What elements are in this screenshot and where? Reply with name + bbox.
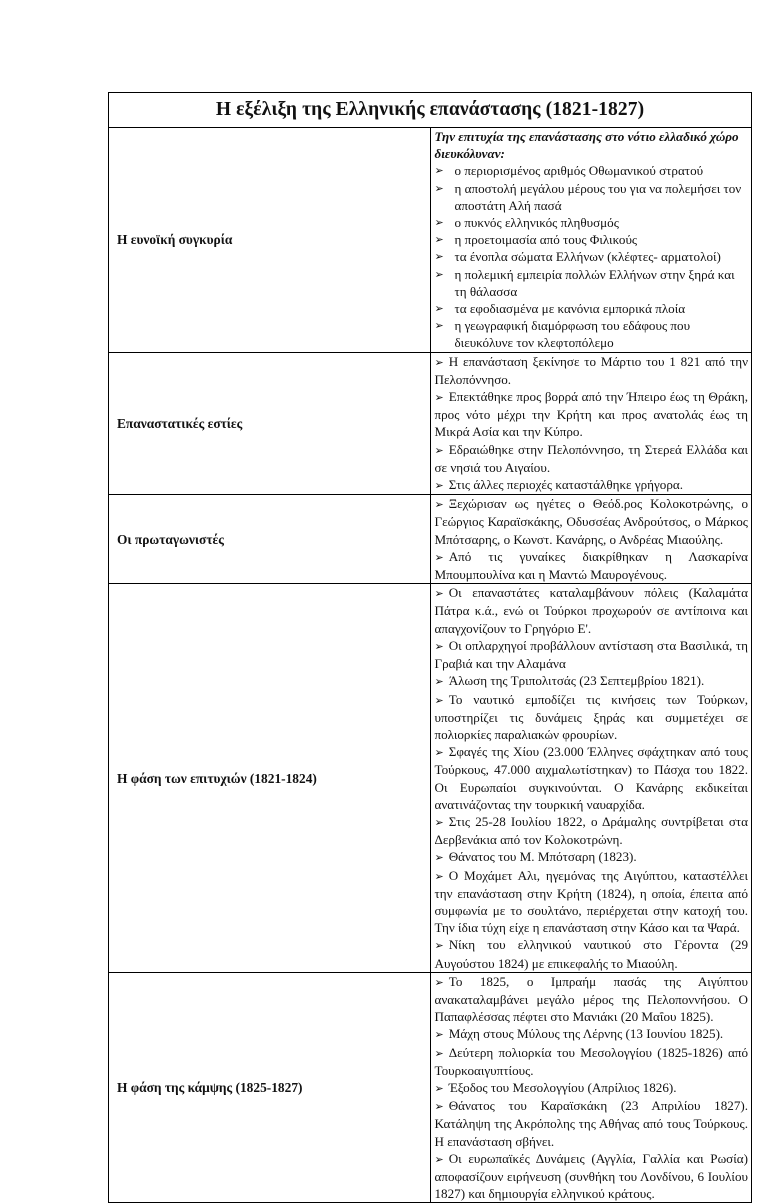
- paragraph-text: Η επανάσταση ξεκίνησε το Μάρτιο του 1 821 από την Πελοπόννησο.: [434, 353, 748, 387]
- paragraph-item: [435, 584, 749, 637]
- paragraph-item: [435, 813, 749, 848]
- paragraph-item: [435, 388, 749, 441]
- paragraph-text: Ξεχώρισαν ως ηγέτες ο Θεόδ.ρος Κολοκοτρώνης, ο Γεώργιος Καραϊσκάκης, Οδυσσέας Ανδρούτσος, ο Μάρκος Μπότσαρης, ο Κωνστ. Κανάρης, ο Ανδρέας Μιαούλης.: [434, 496, 748, 547]
- arrow-bullet-icon: ➢: [434, 939, 444, 953]
- paragraph-item: [435, 936, 749, 971]
- arrow-bullet-icon: ➢: [434, 1152, 444, 1166]
- paragraph-text: Το 1825, ο Ιμπραήμ πασάς της Αιγύπτου ανακαταλαμβάνει μεγάλο μέρος της Πελοποννήσου. Ο Παπαφλέσσας πέφτει στο Μανιάκι (20 Μαΐου 1825).: [434, 973, 748, 1025]
- paragraph-text: Άλωση της Τριπολιτσάς (23 Σεπτεμβρίου 1821).: [448, 673, 705, 689]
- paragraph-item: [435, 1025, 749, 1043]
- arrow-bullet-icon: ➢: [434, 233, 444, 247]
- table-row-phase-of-successes: [109, 584, 752, 972]
- arrow-bullet-icon: ➢: [434, 639, 444, 653]
- arrow-bullet-icon: ➢: [434, 267, 444, 281]
- table-row-phase-of-decline: [109, 972, 752, 1203]
- list-item-text: η γεωγραφική διαμόρφωση του εδάφους που διευκόλυνε τον κλεφτοπόλεμο: [454, 318, 691, 351]
- table-row-protagonists: [109, 495, 752, 584]
- arrow-bullet-icon: ➢: [434, 975, 444, 989]
- paragraph-text: Οι οπλαρχηγοί προβάλλουν αντίσταση στα Βασιλικά, τη Γραβιά και την Αλαμάνα: [434, 637, 748, 672]
- paragraph-item: [435, 637, 749, 672]
- arrow-bullet-icon: ➢: [434, 1100, 444, 1114]
- list-item-text: η προετοιμασία από τους Φιλικούς: [454, 232, 638, 248]
- list-item: [435, 162, 749, 179]
- paragraph-text: Οι ευρωπαϊκές Δυνάμεις (Αγγλία, Γαλλία και Ρωσία) αποφασίζουν ειρήνευση (συνθήκη του Λονδίνου, 6 Ιουλίου 1827) και δημιουργία ελληνικού κράτους.: [434, 1150, 748, 1202]
- arrow-bullet-icon: ➢: [434, 1028, 444, 1042]
- title-row: [109, 93, 752, 128]
- row-content: [430, 128, 752, 353]
- list-item-text: η πολεμική εμπειρία πολλών Ελλήνων στην ξηρά και τη θάλασσα: [454, 266, 735, 299]
- table-row-favorable-conditions: [109, 128, 752, 353]
- list-item: [435, 180, 749, 214]
- list-item: [435, 266, 749, 300]
- row-content: [430, 495, 752, 584]
- paragraph-item: [435, 1097, 749, 1150]
- list-item: [435, 231, 749, 248]
- arrow-bullet-icon: ➢: [434, 693, 444, 707]
- paragraph-text: Στις 25-28 Ιουλίου 1822, ο Δράμαλης συντρίβεται στα Δερβενάκια από τον Κολοκοτρώνη.: [434, 813, 748, 848]
- arrow-bullet-icon: ➢: [434, 216, 444, 230]
- paragraph-text: Το ναυτικό εμποδίζει τις κινήσεις των Τούρκων, υποστηρίζει τις δυνάμεις ξηράς και συμμετέχει σε πολιορκίες παραλιακών φρουρίων.: [434, 691, 748, 742]
- paragraph-text: Δεύτερη πολιορκία του Μεσολογγίου (1825-1826) από Τουρκοαιγυπτίους.: [434, 1044, 748, 1078]
- arrow-bullet-icon: ➢: [434, 391, 444, 405]
- row-content: [430, 972, 752, 1203]
- arrow-bullet-icon: ➢: [434, 164, 444, 178]
- list-item-text: τα εφοδιασμένα με κανόνια εμπορικά πλοία: [454, 301, 686, 317]
- arrow-bullet-icon: ➢: [434, 587, 444, 601]
- arrow-bullet-icon: ➢: [434, 498, 444, 512]
- table-row-revolutionary-centers: [109, 352, 752, 495]
- arrow-bullet-icon: ➢: [434, 675, 444, 689]
- arrow-bullet-icon: ➢: [434, 1046, 444, 1060]
- arrow-bullet-icon: ➢: [434, 319, 444, 333]
- row-content: [430, 352, 752, 495]
- row-intro: Την επιτυχία της επανάστασης στο νότιο ελλαδικό χώρο διευκόλυναν:: [434, 129, 739, 162]
- paragraph-item: [435, 548, 749, 583]
- paragraph-item: [435, 476, 749, 494]
- paragraph-text: Θάνατος του Μ. Μπότσαρη (1823).: [448, 849, 637, 865]
- paragraph-item: [435, 743, 749, 813]
- paragraph-text: Στις άλλες περιοχές καταστάλθηκε γρήγορα.: [448, 477, 683, 493]
- list-item: [435, 317, 749, 351]
- list-item-text: η αποστολή μεγάλου μέρους του για να πολεμήσει τον αποστάτη Αλή πασά: [454, 180, 742, 213]
- revolution-table: [108, 92, 752, 1203]
- arrow-bullet-icon: ➢: [434, 250, 444, 264]
- paragraph-item: [435, 848, 749, 866]
- arrow-bullet-icon: ➢: [434, 181, 444, 195]
- paragraph-item: [435, 441, 749, 476]
- arrow-bullet-icon: ➢: [434, 1081, 444, 1095]
- row-label: Η φάση της κάμψης (1825-1827): [109, 972, 431, 1203]
- arrow-bullet-icon: ➢: [434, 815, 444, 829]
- paragraph-text: Έξοδος του Μεσολογγίου (Απρίλιος 1826).: [448, 1079, 677, 1095]
- paragraph-text: Επεκτάθηκε προς βορρά από την Ήπειρο έως τη Θράκη, προς νότο μέχρι την Κρήτη και προς ανατολάς έως τη Μικρά Ασία και την Κύπρο.: [434, 389, 748, 440]
- paragraph-text: Από τις γυναίκες διακρίθηκαν η Λασκαρίνα Μπουμπουλίνα και η Μαντώ Μαυρογένους.: [434, 548, 748, 583]
- row-label: Η ευνοϊκή συγκυρία: [109, 128, 431, 353]
- paragraph-text: Ο Μοχάμετ Αλι, ηγεμόνας της Αιγύπτου, καταστέλλει την επανάσταση στην Κρήτη (1824), η οποία, έπειτα από συμφωνία με το σουλτάνο, περιέρχεται στην κατοχή του. Την ίδια τύχη είχε η επανάσταση στην Κάσο και τα Ψαρά.: [434, 867, 748, 936]
- paragraph-item: [435, 672, 749, 690]
- table-title: Η εξέλιξη της Ελληνικής επανάστασης (1821-1827): [109, 93, 752, 128]
- arrow-bullet-icon: ➢: [434, 479, 444, 493]
- arrow-bullet-icon: ➢: [434, 550, 444, 564]
- arrow-bullet-icon: ➢: [434, 851, 444, 865]
- list-item: [435, 248, 749, 265]
- arrow-bullet-icon: ➢: [434, 443, 444, 457]
- paragraph-text: Σφαγές της Χίου (23.000 Έλληνες σφάχτηκαν από τους Τούρκους, 47.000 αιχμαλωτίστηκαν) το Πάσχα του 1822. Οι Ευρωπαίοι συγκινούνται. Ο Κανάρης εκδικείται ανατινάζοντας την τουρκική ναυαρχίδα.: [434, 744, 748, 812]
- paragraph-text: Οι επαναστάτες καταλαμβάνουν πόλεις (Καλαμάτα Πάτρα κ.ά., ενώ οι Τούρκοι προχωρούν σε αντίποινα και απαγχονίζουν το Γρηγόριο Ε'.: [434, 585, 748, 636]
- paragraph-item: [435, 353, 749, 388]
- paragraph-item: [435, 1150, 749, 1203]
- paragraph-item: [435, 691, 749, 744]
- arrow-bullet-icon: ➢: [434, 869, 444, 883]
- list-item-text: τα ένοπλα σώματα Ελλήνων (κλέφτες- αρματολοί): [454, 249, 721, 265]
- paragraph-text: Θάνατος του Καραϊσκάκη (23 Απριλίου 1827). Κατάληψη της Ακρόπολης της Αθήνας από τους Τούρκους. Η επανάσταση σβήνει.: [434, 1098, 748, 1149]
- paragraph-item: [435, 867, 749, 937]
- arrow-bullet-icon: ➢: [434, 746, 444, 760]
- arrow-bullet-icon: ➢: [434, 355, 444, 369]
- paragraph-text: Μάχη στους Μύλους της Λέρνης (13 Ιουνίου 1825).: [448, 1026, 724, 1042]
- row-label: Η φάση των επιτυχιών (1821-1824): [109, 584, 431, 972]
- paragraph-item: [435, 1079, 749, 1097]
- list-item-text: ο περιορισμένος αριθμός Οθωμανικού στρατού: [454, 163, 704, 179]
- paragraph-item: [435, 973, 749, 1026]
- paragraph-text: Εδραιώθηκε στην Πελοπόννησο, τη Στερεά Ελλάδα και σε νησιά του Αιγαίου.: [434, 441, 748, 475]
- paragraph-item: [435, 495, 749, 548]
- row-label: Οι πρωταγωνιστές: [109, 495, 431, 584]
- paragraph-text: Νίκη του ελληνικού ναυτικού στο Γέροντα (29 Αυγούστου 1824) με επικεφαλής το Μιαούλη.: [434, 937, 748, 971]
- row-content: [430, 584, 752, 972]
- arrow-bullet-icon: ➢: [434, 302, 444, 316]
- list-item: [435, 214, 749, 231]
- list-item: [435, 300, 749, 317]
- paragraph-item: [435, 1044, 749, 1079]
- row-label: Επαναστατικές εστίες: [109, 352, 431, 495]
- list-item-text: ο πυκνός ελληνικός πληθυσμός: [454, 215, 619, 231]
